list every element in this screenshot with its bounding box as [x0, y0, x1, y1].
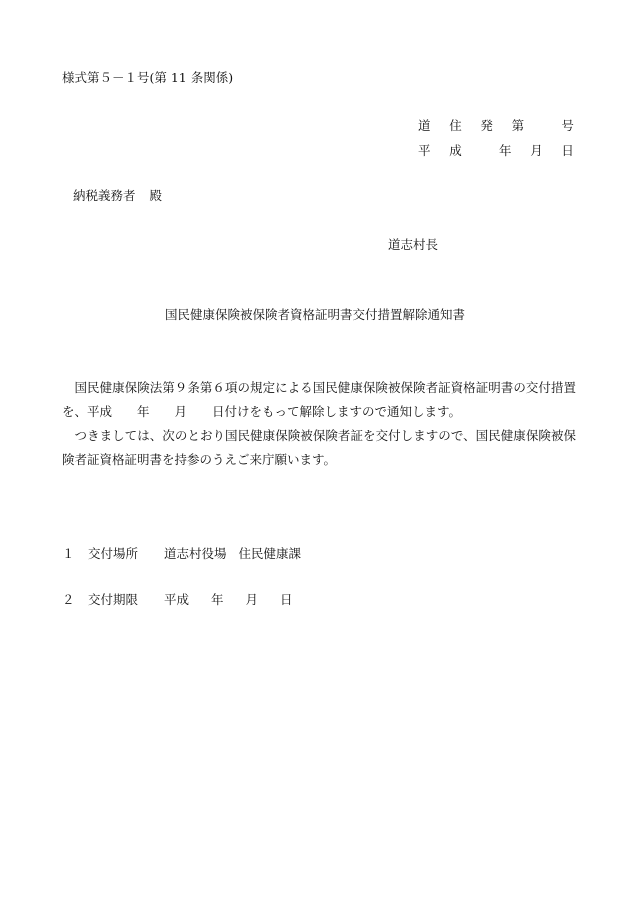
- reference-date-part: 日: [561, 143, 574, 158]
- reference-number-part: 発: [480, 118, 493, 133]
- reference-number-part: 号: [561, 118, 574, 133]
- body-text: [62, 376, 576, 472]
- item-label: 交付場所: [88, 546, 139, 561]
- body-paragraph: 国民健康保険法第９条第６項の規定による国民健康保険被保険者証資格証明書の交付措置を、平成 年 月 日付けをもって解除しますので通知します。: [62, 380, 576, 419]
- reference-number: [418, 118, 574, 134]
- sender: 道志村長: [388, 237, 439, 252]
- item-value: [164, 592, 293, 608]
- reference-date-part: 月: [530, 143, 543, 158]
- reference-number-part: 第: [511, 118, 525, 133]
- item-delivery-location: [62, 546, 301, 562]
- item-value-part: 道志村役場: [164, 546, 227, 561]
- reference-number-part: 道: [418, 118, 431, 133]
- item-number: ２: [62, 592, 75, 607]
- addressee-honorific: 殿: [149, 188, 163, 203]
- item-label: 交付期限: [88, 592, 139, 607]
- reference-date-part: 年: [499, 143, 512, 158]
- form-number: 様式第５－１号(第 11 条関係): [62, 70, 234, 85]
- item-value-part: 月: [245, 592, 259, 607]
- item-value-part: 住民健康課: [238, 546, 302, 561]
- body-paragraph: つきましては、次のとおり国民健康保険被保険者証を交付しますので、国民健康保険被保険者証資格証明書を持参のうえご来庁願います。: [62, 428, 576, 467]
- addressee: [73, 188, 162, 204]
- reference-date: [418, 143, 574, 159]
- item-number: １: [62, 546, 75, 561]
- item-value-part: 日: [280, 592, 293, 607]
- reference-date-part: 成: [449, 143, 462, 158]
- item-value: [164, 546, 301, 562]
- reference-number-part: 住: [449, 118, 462, 133]
- item-value-part: 年: [211, 592, 224, 607]
- reference-date-part: 平: [418, 143, 431, 158]
- item-value-part: 平成: [164, 592, 190, 607]
- document-title: 国民健康保険被保険者資格証明書交付措置解除通知書: [164, 307, 465, 322]
- item-delivery-deadline: [62, 592, 293, 608]
- addressee-name: 納税義務者: [73, 188, 136, 203]
